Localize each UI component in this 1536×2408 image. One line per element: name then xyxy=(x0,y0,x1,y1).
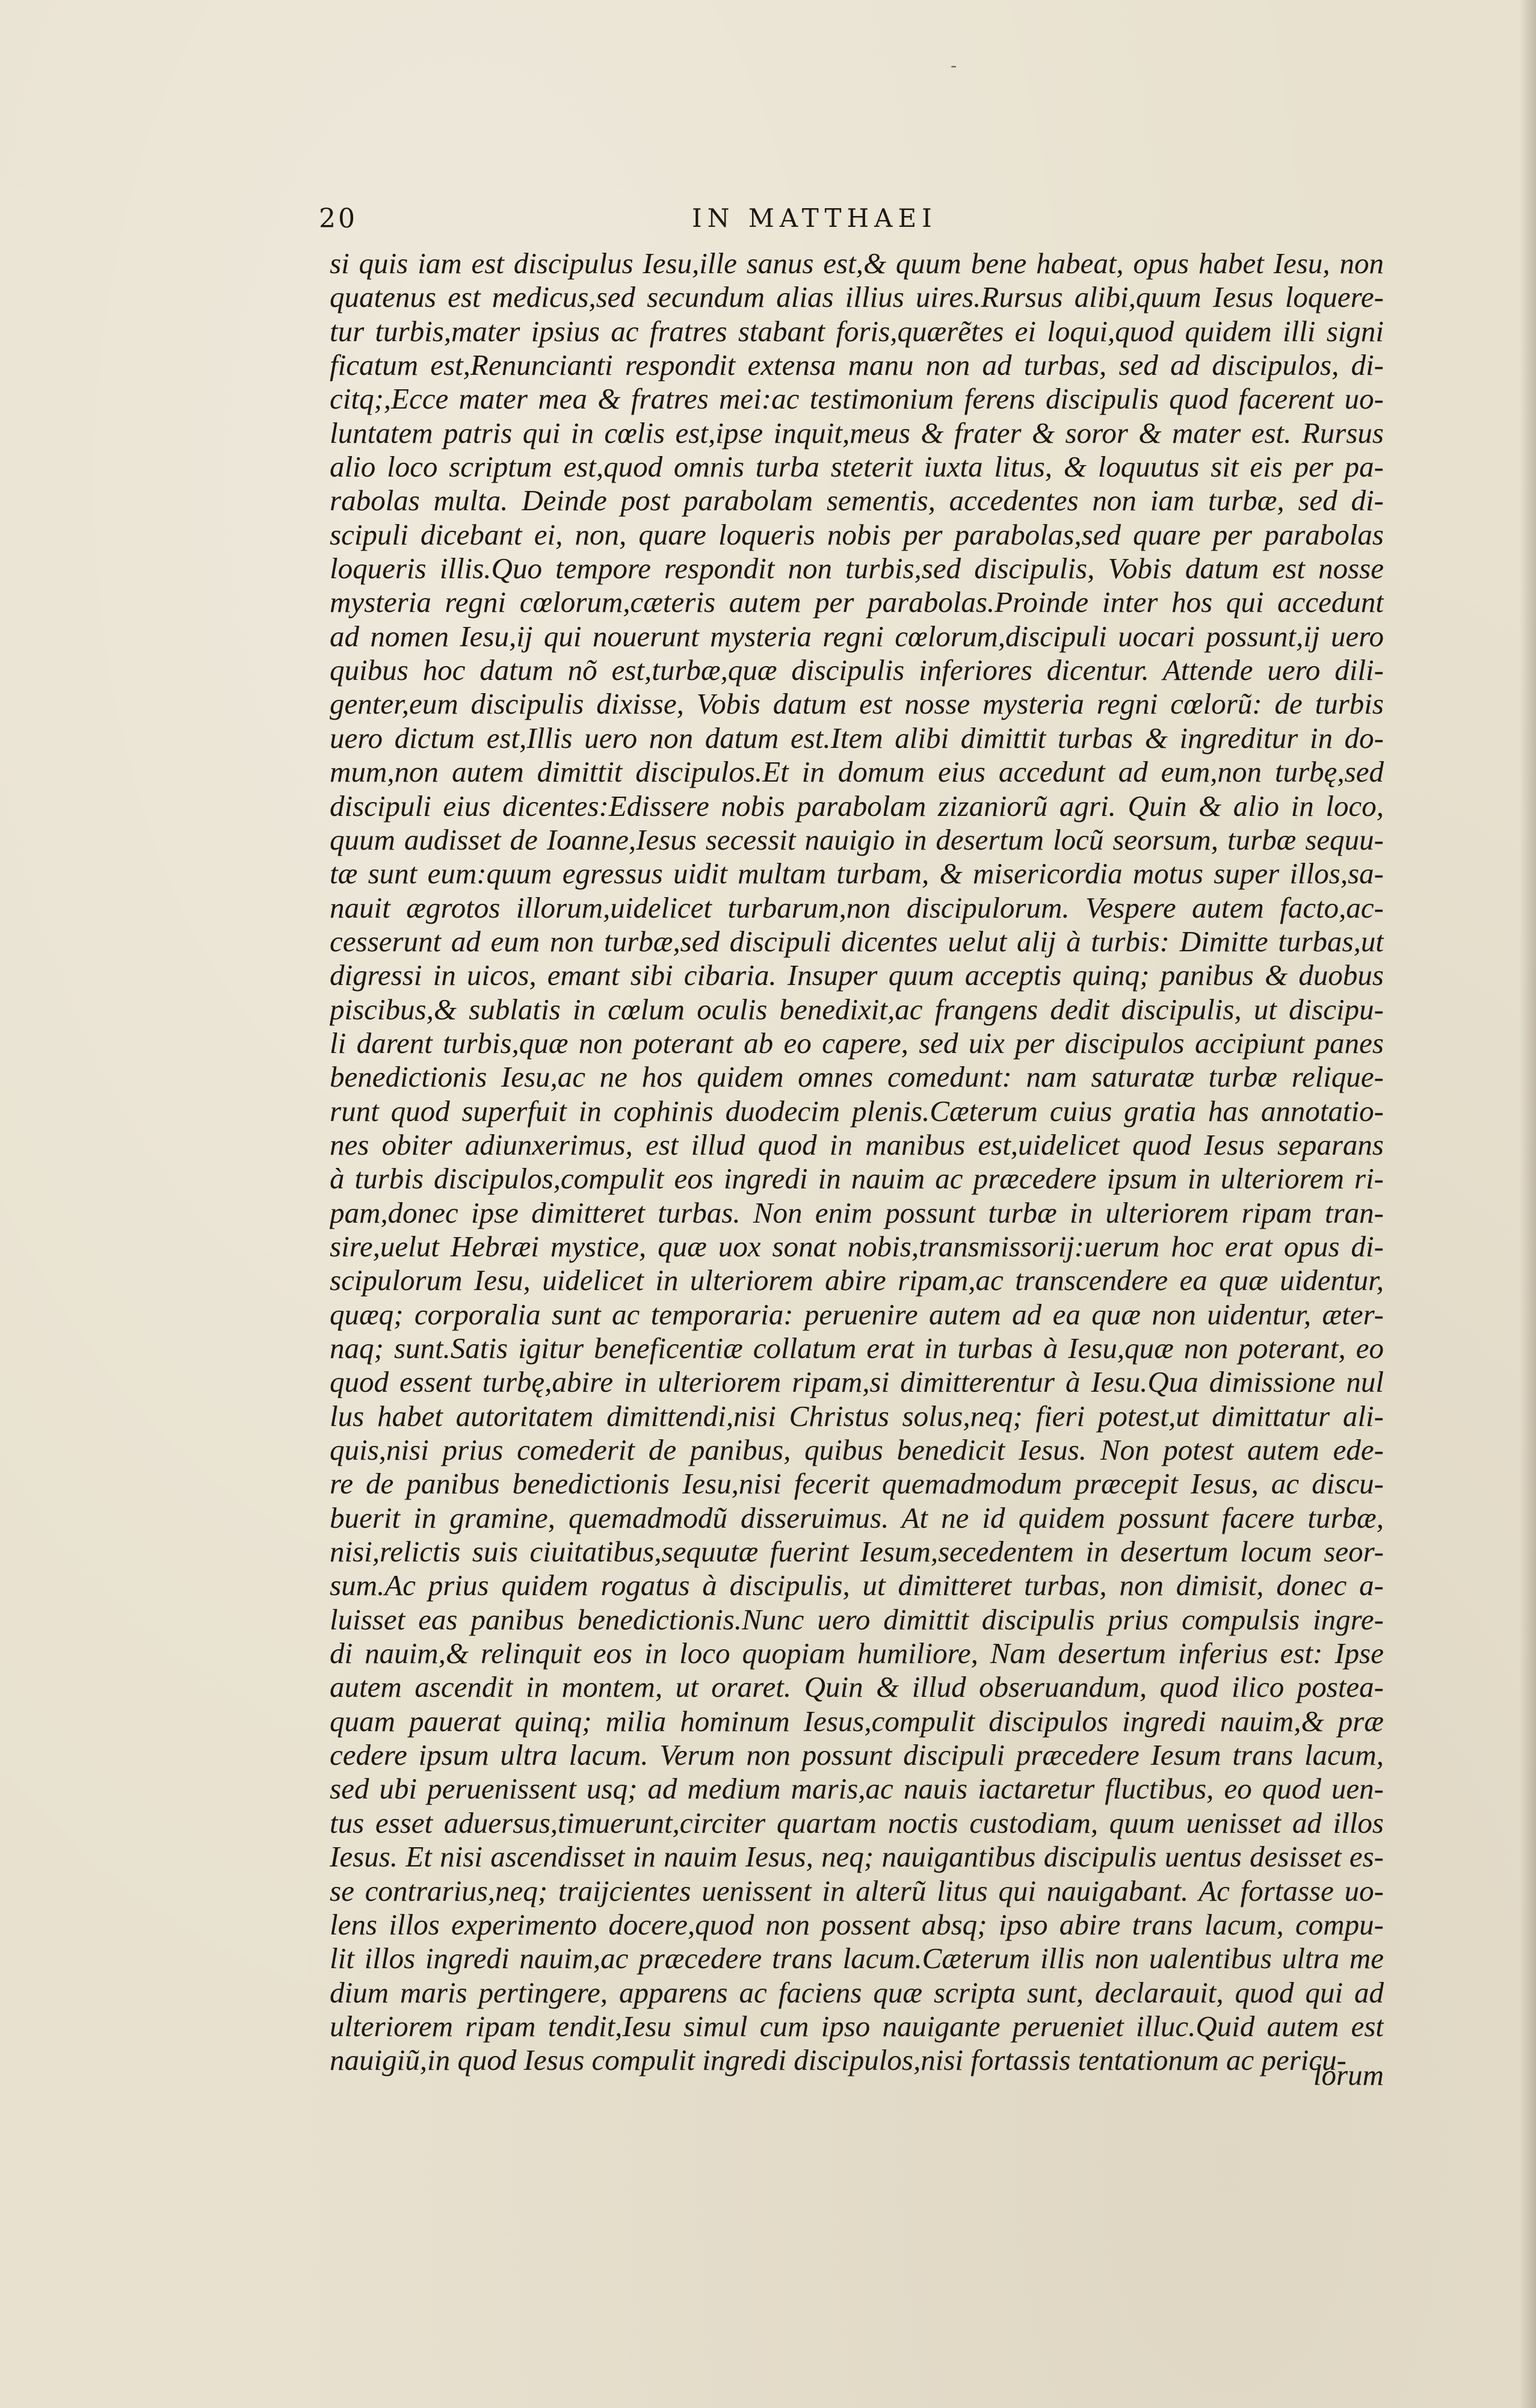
text-line: citq;,Ecce mater mea & fratres mei:ac testimonium ferens discipulis quod facerent uo- xyxy=(330,382,1384,416)
text-line: nauigiũ,in quod Iesus compulit ingredi discipulos,nisi fortassis tentationum ac pericu- xyxy=(330,2043,1346,2077)
text-line: sed ubi peruenissent usq; ad medium maris,ac nauis iactaretur fluctibus, eo quod uen- xyxy=(330,1772,1384,1806)
text-line: scipuli dicebant ei, non, quare loqueris nobis per parabolas,sed quare per parabolas xyxy=(330,517,1384,551)
text-line: tus esset aduersus,timuerunt,circiter quartam noctis custodiam, quum uenisset ad illos xyxy=(330,1806,1384,1839)
text-line: li darent turbis,quæ non poterant ab eo capere, sed uix per discipulos accipiunt panes xyxy=(330,1026,1384,1060)
text-line: tur turbis,mater ipsius ac fratres stabant foris,quærẽtes ei loqui,quod quidem illi signi xyxy=(330,314,1384,348)
text-line: alio loco scriptum est,quod omnis turba steterit iuxta litus, & loquutus sit eis per pa- xyxy=(330,450,1384,484)
ink-speck: - xyxy=(951,55,957,76)
text-line: discipuli eius dicentes:Edissere nobis parabolam zizaniorũ agri. Quin & alio in loco, xyxy=(330,789,1384,823)
text-line: dium maris pertingere, apparens ac faciens quæ scripta sunt, declarauit, quod qui ad xyxy=(330,1975,1384,2009)
text-line: runt quod superfuit in cophinis duodecim plenis.Cæterum cuius gratia has annotatio- xyxy=(330,1094,1384,1128)
text-line: Iesus. Et nisi ascendisset in nauim Iesus, neq; nauigantibus discipulis uentus desisset es- xyxy=(330,1840,1384,1874)
text-line: quæq; corporalia sunt ac temporaria: peruenire autem ad ea quæ non uidentur, æter- xyxy=(330,1297,1384,1331)
body-text xyxy=(330,247,1384,2078)
page-header xyxy=(319,203,1354,239)
text-line: quum audisset de Ioanne,Iesus secessit nauigio in desertum locũ seorsum, turbæ sequu- xyxy=(330,823,1384,856)
page-number: 20 xyxy=(319,203,357,234)
text-line: re de panibus benedictionis Iesu,nisi fecerit quemadmodum præcepit Iesus, ac discu- xyxy=(330,1467,1384,1501)
text-line: autem ascendit in montem, ut oraret. Quin & illud obseruandum, quod ilico postea- xyxy=(330,1670,1384,1704)
text-line: rabolas multa. Deinde post parabolam sementis, accedentes non iam turbæ, sed di- xyxy=(330,484,1384,517)
text-line: lens illos experimento docere,quod non possent absq; ipso abire trans lacum, compu- xyxy=(330,1907,1384,1941)
text-line: sire,uelut Hebræi mystice, quæ uox sonat nobis,transmissorij:uerum hoc erat opus di- xyxy=(330,1229,1384,1263)
text-line: ficatum est,Renuncianti respondit extensa manu non ad turbas, sed ad discipulos, di- xyxy=(330,348,1384,382)
text-line: se contrarius,neq; traijcientes uenissent in alterũ litus qui nauigabant. Ac fortasse uo- xyxy=(330,1874,1384,1907)
text-line: cedere ipsum ultra lacum. Verum non possunt discipuli præcedere Iesum trans lacum, xyxy=(330,1738,1384,1772)
text-line: piscibus,& sublatis in cœlum oculis benedixit,ac frangens dedit discipulis, ut discipu- xyxy=(330,992,1384,1026)
text-line: mum,non autem dimittit discipulos.Et in domum eius accedunt ad eum,non turbę,sed xyxy=(330,755,1384,789)
text-line: uero dictum est,Illis uero non datum est.Item alibi dimittit turbas & ingreditur in do- xyxy=(330,721,1384,755)
text-line: scipulorum Iesu, uidelicet in ulteriorem abire ripam,ac transcendere ea quæ uidentur, xyxy=(330,1264,1384,1297)
text-line: digressi in uicos, emant sibi cibaria. Insuper quum acceptis quinq; panibus & duobus xyxy=(330,959,1384,992)
text-line: di nauim,& relinquit eos in loco quopiam humiliore, Nam desertum inferius est: Ipse xyxy=(330,1637,1384,1670)
text-line: ad nomen Iesu,ij qui nouerunt mysteria regni cœlorum,discipuli uocari possunt,ij uero xyxy=(330,619,1384,653)
text-line: pam,donec ipse dimitteret turbas. Non enim possunt turbæ in ulteriorem ripam tran- xyxy=(330,1196,1384,1229)
text-line: à turbis discipulos,compulit eos ingredi in nauim ac præcedere ipsum in ulteriorem ri- xyxy=(330,1162,1384,1196)
text-line: quam pauerat quinq; milia hominum Iesus,compulit discipulos ingredi nauim,& præ xyxy=(330,1704,1384,1738)
text-line: genter,eum discipulis dixisse, Vobis datum est nosse mysteria regni cœlorũ: de turbis xyxy=(330,687,1384,721)
text-line: quis,nisi prius comederit de panibus, quibus benedicit Iesus. Non potest autem ede- xyxy=(330,1433,1384,1467)
text-line: luisset eas panibus benedictionis.Nunc uero dimittit discipulis prius compulsis ingre- xyxy=(330,1602,1384,1636)
text-line: nauit ægrotos illorum,uidelicet turbarum,non discipulorum. Vespere autem facto,ac- xyxy=(330,891,1384,924)
text-line: naq; sunt.Satis igitur beneficentiæ collatum erat in turbas à Iesu,quæ non poterant, eo xyxy=(330,1332,1384,1365)
text-line: quod essent turbę,abire in ulteriorem ripam,si dimitterentur à Iesu.Qua dimissione nul xyxy=(330,1365,1384,1399)
page-edge-shadow xyxy=(1519,0,1536,2408)
text-line: quatenus est medicus,sed secundum alias illius uires.Rursus alibi,quum Iesus loquere- xyxy=(330,280,1384,314)
text-line: cesserunt ad eum non turbæ,sed discipuli dicentes uelut alij à turbis: Dimitte turbas,ut xyxy=(330,924,1384,958)
text-line: sum.Ac prius quidem rogatus à discipulis, ut dimitteret turbas, non dimisit, donec a- xyxy=(330,1569,1384,1602)
text-line: nisi,relictis suis ciuitatibus,sequutæ fuerint Iesum,secedentem in desertum locum seor- xyxy=(330,1535,1384,1569)
text-line: tæ sunt eum:quum egressus uidit multam turbam, & misericordia motus super illos,sa- xyxy=(330,857,1384,891)
text-line: ulteriorem ripam tendit,Iesu simul cum ipso nauigante perueniet illuc.Quid autem est xyxy=(330,2009,1384,2043)
catchword: lorum xyxy=(1313,2058,1384,2092)
text-line: buerit in gramine, quemadmodũ disseruimus. At ne id quidem possunt facere turbæ, xyxy=(330,1501,1384,1534)
text-line: si quis iam est discipulus Iesu,ille sanus est,& quum bene habeat, opus habet Iesu, non xyxy=(330,247,1384,280)
text-line: luntatem patris qui in cœlis est,ipse inquit,meus & frater & soror & mater est. Rursus xyxy=(330,416,1384,449)
text-line: nes obiter adiunxerimus, est illud quod in manibus est,uidelicet quod Iesus separans xyxy=(330,1128,1384,1161)
running-head: IN MATTHAEI xyxy=(692,203,937,233)
text-line: mysteria regni cœlorum,cæteris autem per parabolas.Proinde inter hos qui accedunt xyxy=(330,585,1384,619)
text-line: benedictionis Iesu,ac ne hos quidem omnes comedunt: nam saturatæ turbæ relique- xyxy=(330,1060,1384,1094)
text-line: lit illos ingredi nauim,ac præcedere trans lacum.Cæterum illis non ualentibus ultra me xyxy=(330,1942,1384,1975)
text-line: lus habet autoritatem dimittendi,nisi Christus solus,neq; fieri potest,ut dimittatur ali- xyxy=(330,1399,1384,1433)
text-line: loqueris illis.Quo tempore respondit non turbis,sed discipulis, Vobis datum est nosse xyxy=(330,552,1384,585)
text-line: quibus hoc datum nõ est,turbæ,quæ discipulis inferiores dicentur. Attende uero dili- xyxy=(330,653,1384,687)
